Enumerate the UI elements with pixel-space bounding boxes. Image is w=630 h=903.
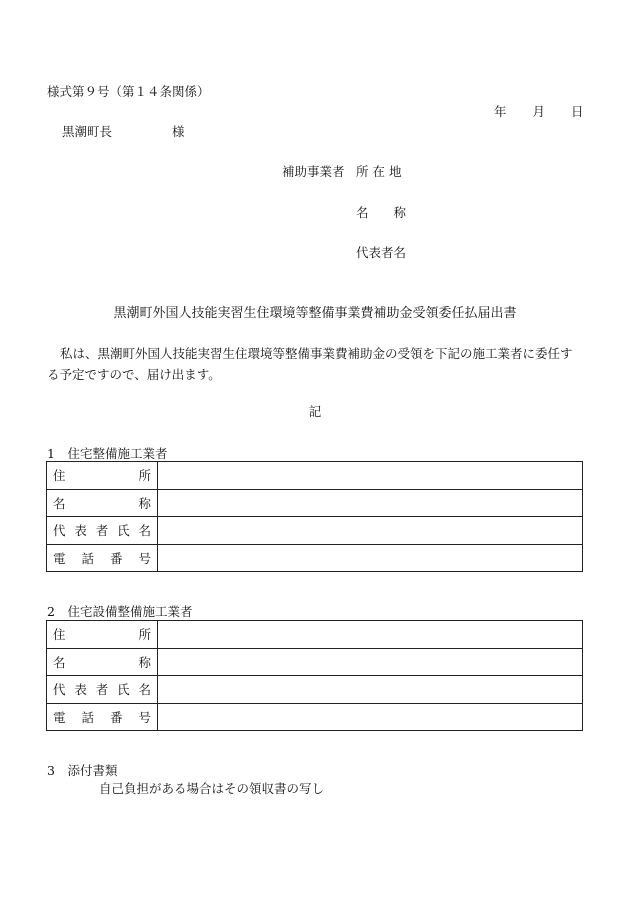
label-char: 表 bbox=[74, 682, 87, 698]
row-label-phone bbox=[47, 544, 158, 572]
date-day: 日 bbox=[571, 104, 584, 119]
label-char: 住 bbox=[53, 627, 66, 643]
value-cell-address[interactable] bbox=[158, 462, 583, 490]
label-char: 氏 bbox=[117, 523, 130, 539]
label-char: 称 bbox=[138, 495, 151, 511]
label-char: 所 bbox=[138, 627, 151, 643]
value-cell-address[interactable] bbox=[158, 621, 583, 649]
value-cell-representative[interactable] bbox=[158, 517, 583, 545]
table-row bbox=[47, 544, 583, 572]
section-3-title: 3 添付書類 bbox=[47, 763, 118, 778]
date-year: 年 bbox=[494, 104, 507, 119]
table-row bbox=[47, 648, 583, 676]
form-number: 様式第９号（第１４条関係） bbox=[47, 84, 210, 99]
table-row bbox=[47, 462, 583, 490]
label-char: 名 bbox=[53, 495, 66, 511]
label-char: 名 bbox=[138, 523, 151, 539]
row-label-representative bbox=[47, 517, 158, 545]
section-2-table bbox=[46, 620, 583, 731]
label-char: 住 bbox=[53, 468, 66, 484]
section-1-table bbox=[46, 461, 583, 572]
value-cell-name[interactable] bbox=[158, 489, 583, 517]
label-char: 電 bbox=[53, 709, 66, 725]
table-row bbox=[47, 489, 583, 517]
label-char: 番 bbox=[109, 709, 123, 725]
label-char: 表 bbox=[74, 523, 87, 539]
applicant-representative-label: 代表者名 bbox=[356, 245, 407, 260]
label-char: 号 bbox=[138, 550, 151, 566]
label-char: 名 bbox=[138, 682, 151, 698]
table-row bbox=[47, 703, 583, 731]
label-char: 話 bbox=[81, 550, 94, 566]
ki-heading: 記 bbox=[308, 404, 322, 419]
row-label-address bbox=[47, 621, 158, 649]
applicant-label: 補助事業者 bbox=[282, 164, 345, 179]
value-cell-representative[interactable] bbox=[158, 676, 583, 704]
label-char: 者 bbox=[95, 682, 109, 698]
addressee-honorific: 様 bbox=[172, 124, 185, 139]
label-char: 者 bbox=[95, 523, 109, 539]
value-cell-phone[interactable] bbox=[158, 544, 583, 572]
label-char: 番 bbox=[109, 550, 123, 566]
label-char: 代 bbox=[53, 523, 66, 539]
value-cell-name[interactable] bbox=[158, 648, 583, 676]
row-label-name bbox=[47, 648, 158, 676]
row-label-address bbox=[47, 462, 158, 490]
table-row bbox=[47, 517, 583, 545]
label-char: 所 bbox=[138, 468, 151, 484]
applicant-name-label: 名 称 bbox=[356, 205, 407, 220]
row-label-phone bbox=[47, 703, 158, 731]
row-label-name bbox=[47, 489, 158, 517]
section-2-title: 2 住宅設備整備施工業者 bbox=[47, 604, 193, 619]
row-label-representative bbox=[47, 676, 158, 704]
body-text: 私は、黒潮町外国人技能実習生住環境等整備事業費補助金の受領を下記の施工業者に委任する予定ですので、届け出ます。 bbox=[47, 346, 573, 382]
document-title: 黒潮町外国人技能実習生住環境等整備事業費補助金受領委任払届出書 bbox=[113, 306, 517, 321]
applicant-address-label: 所 在 地 bbox=[356, 164, 402, 179]
date-line bbox=[494, 102, 584, 120]
addressee-name: 黒潮町長 bbox=[62, 124, 113, 139]
label-char: 話 bbox=[81, 709, 94, 725]
table-row bbox=[47, 621, 583, 649]
label-char: 電 bbox=[53, 550, 66, 566]
label-char: 代 bbox=[53, 682, 66, 698]
label-char: 名 bbox=[53, 654, 66, 670]
attachment-note: 自己負担がある場合はその領収書の写し bbox=[99, 781, 325, 796]
label-char: 氏 bbox=[117, 682, 130, 698]
section-1-title: 1 住宅整備施工業者 bbox=[47, 446, 168, 461]
label-char: 称 bbox=[138, 654, 151, 670]
label-char: 号 bbox=[138, 709, 151, 725]
addressee bbox=[62, 122, 185, 140]
table-row bbox=[47, 676, 583, 704]
value-cell-phone[interactable] bbox=[158, 703, 583, 731]
date-month: 月 bbox=[532, 104, 546, 119]
